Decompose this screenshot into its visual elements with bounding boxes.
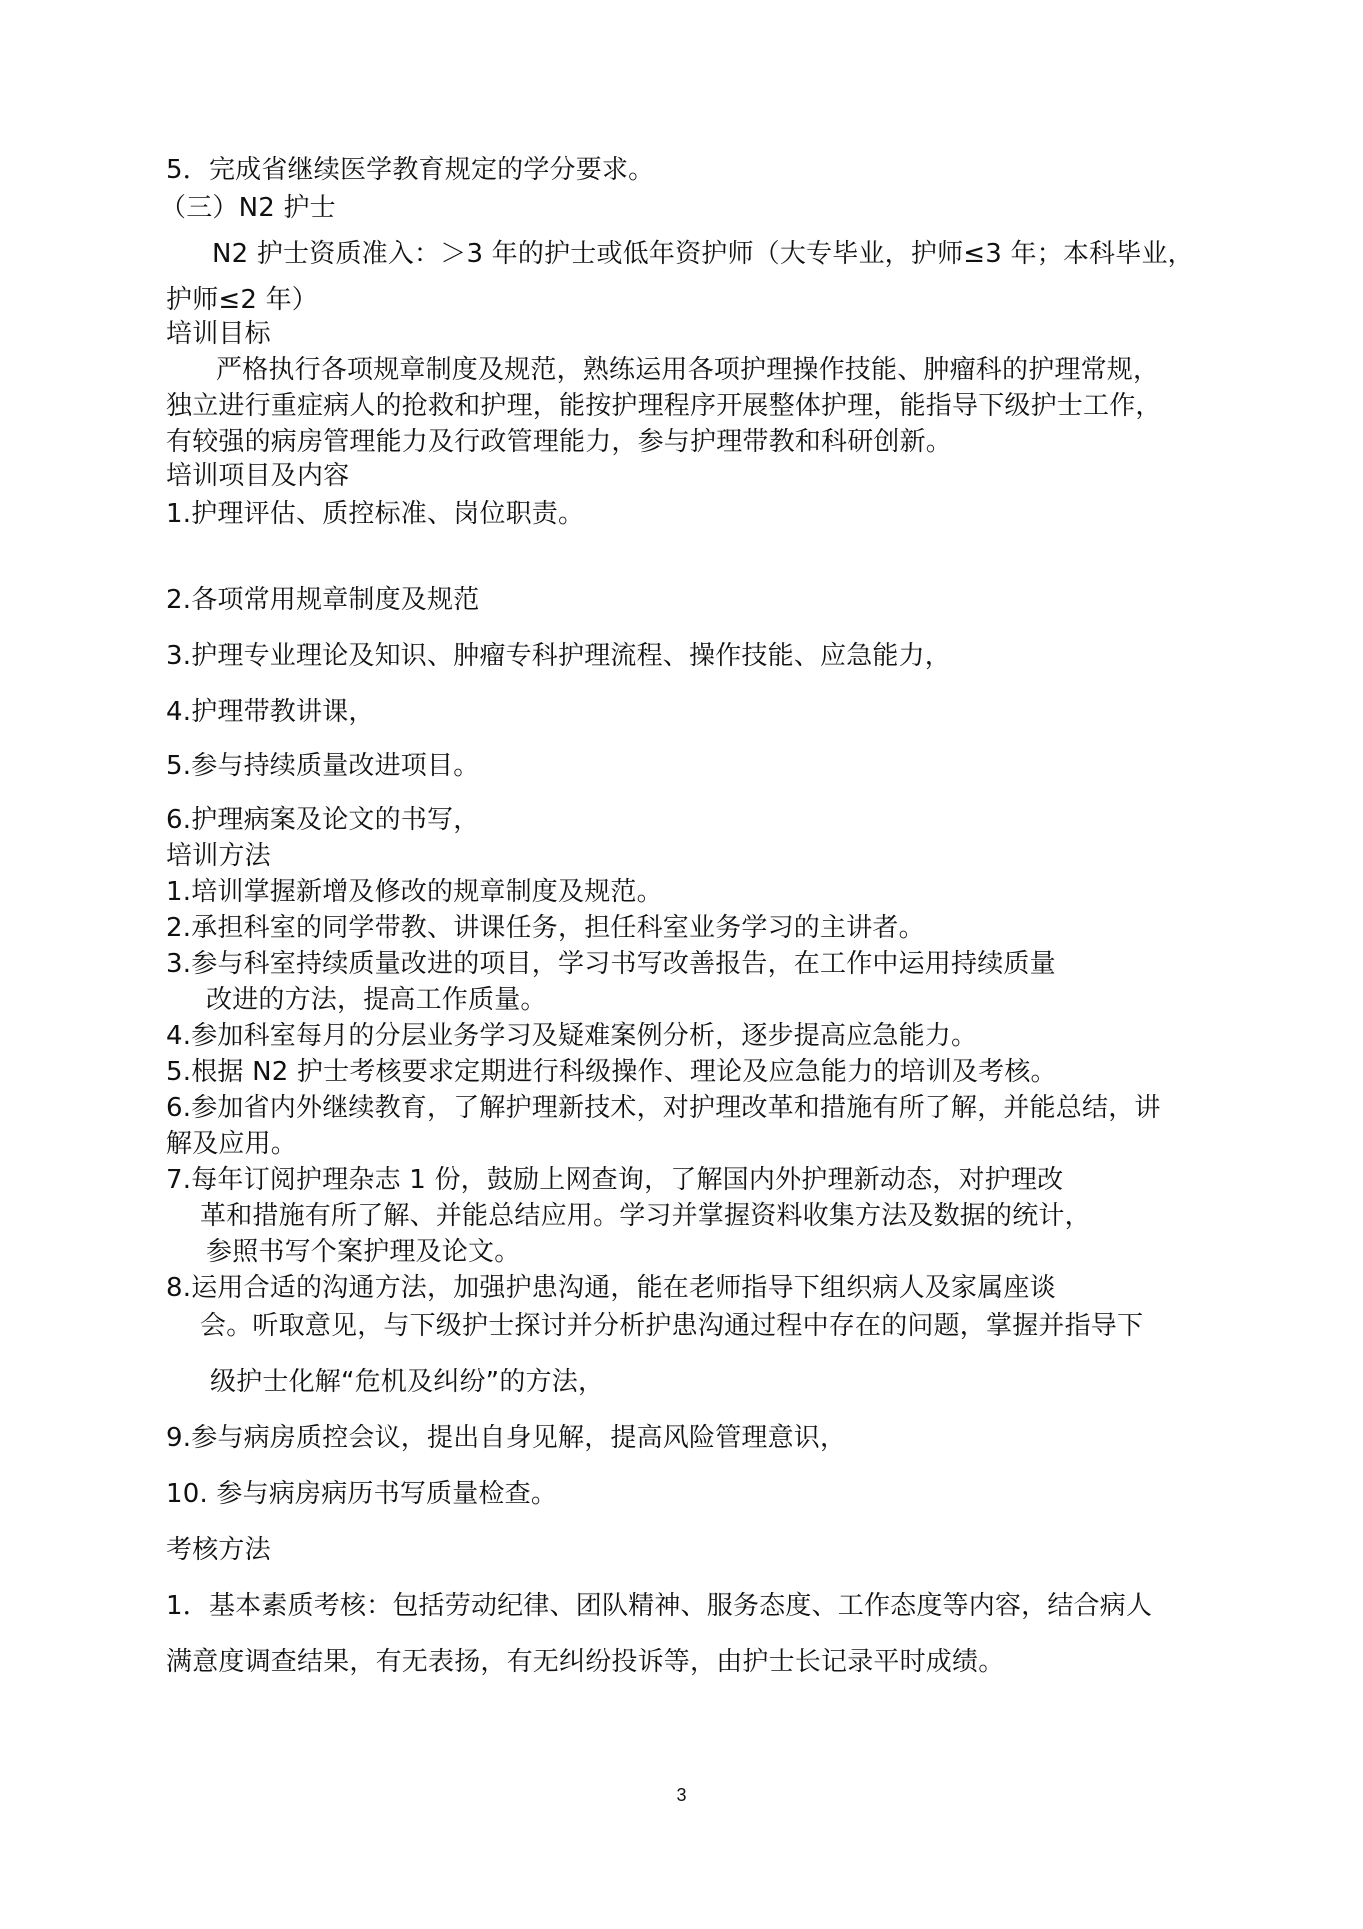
list-item: 3.参与科室持续质量改进的项目，学习书写改善报告，在工作中运用持续质量 [166,949,1056,979]
list-item: 3.护理专业理论及知识、肿瘤专科护理流程、操作技能、应急能力， [166,641,952,671]
paragraph-line: 护师≤2 年） [166,285,318,315]
list-item: 1．基本素质考核：包括劳动纪律、团队精神、服务态度、工作态度等内容，结合病人 [166,1591,1153,1621]
list-item: 2.各项常用规章制度及规范 [166,585,480,615]
list-item-continuation: 革和措施有所了解、并能总结应用。学习并掌握资料收集方法及数据的统计， [200,1201,1091,1231]
list-item: 9.参与病房质控会议，提出自身见解，提高风险管理意识， [166,1423,847,1453]
paragraph-line: N2 护士资质准入：＞3 年的护士或低年资护师（大专毕业，护师≤3 年；本科毕业， [212,239,1194,269]
list-item: 5.参与持续质量改进项目。 [166,751,480,781]
list-item-continuation: 解及应用。 [166,1129,298,1159]
list-item: 1.培训掌握新增及修改的规章制度及规范。 [166,877,663,907]
list-item: 4.护理带教讲课， [166,697,375,727]
subheading: 考核方法 [166,1535,271,1565]
list-item: 5.根据 N2 护士考核要求定期进行科级操作、理论及应急能力的培训及考核。 [166,1057,1057,1087]
paragraph-line: 有较强的病房管理能力及行政管理能力，参与护理带教和科研创新。 [166,427,953,457]
list-item: 8.运用合适的沟通方法，加强护患沟通，能在老师指导下组织病人及家属座谈 [166,1273,1056,1303]
subheading: 培训目标 [166,319,271,349]
list-item-continuation: 参照书写个案护理及论文。 [206,1237,521,1267]
paragraph-line: 严格执行各项规章制度及规范，熟练运用各项护理操作技能、肿瘤科的护理常规， [216,355,1160,385]
subheading: 培训方法 [166,841,271,871]
subheading: 培训项目及内容 [166,461,350,491]
list-item: 6.参加省内外继续教育，了解护理新技术，对护理改革和措施有所了解，并能总结，讲 [166,1093,1161,1123]
list-item: 6.护理病案及论文的书写， [166,805,480,835]
list-item-continuation: 改进的方法，提高工作质量。 [206,985,547,1015]
list-item-continuation: 满意度调查结果，有无表扬，有无纠纷投诉等，由护士长记录平时成绩。 [166,1647,1005,1677]
list-item: 10. 参与病房病历书写质量检查。 [166,1479,558,1509]
section-heading: （三）N2 护士 [160,193,336,223]
list-item: 4.参加科室每月的分层业务学习及疑难案例分析，逐步提高应急能力。 [166,1021,978,1051]
paragraph-line: 5．完成省继续医学教育规定的学分要求。 [166,155,655,185]
list-item-continuation: 会。听取意见，与下级护士探讨并分析护患沟通过程中存在的问题，掌握并指导下 [200,1311,1144,1341]
list-item-continuation: 级护士化解“危机及纠纷”的方法， [210,1367,605,1397]
paragraph-line: 独立进行重症病人的抢救和护理，能按护理程序开展整体护理，能指导下级护士工作， [166,391,1162,421]
list-item: 7.每年订阅护理杂志 1 份，鼓励上网查询，了解国内外护理新动态，对护理改 [166,1165,1064,1195]
list-item: 2.承担科室的同学带教、讲课任务，担任科室业务学习的主讲者。 [166,913,925,943]
page-number: 3 [676,1785,687,1805]
list-item: 1.护理评估、质控标准、岗位职责。 [166,499,585,529]
